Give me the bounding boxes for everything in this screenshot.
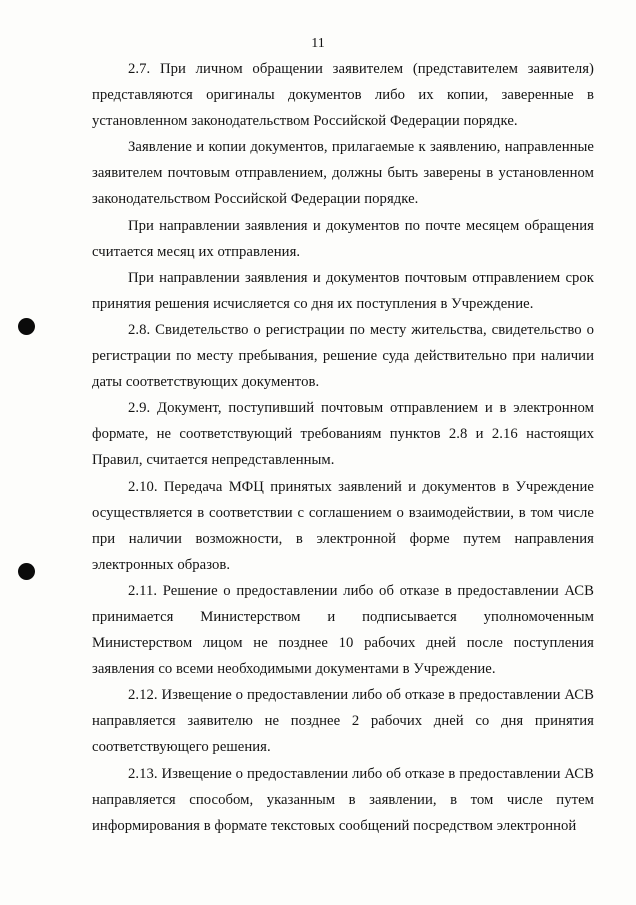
paragraph-2-7: 2.7. При личном обращении заявителем (представителем заявителя) представляются оригиналы документов либо их копии, заверенные в установленном законодательством Российской Федерации порядке. [92,61,594,130]
paragraph-2-11: 2.11. Решение о предоставлении либо об отказе в предоставлении АСВ принимается Министерством и подписывается уполномоченным Министерством лицом не позднее 10 рабочих дней после поступления заявления со всеми необходимыми документами в Учреждение. [92,582,594,678]
document-body [92,56,594,839]
paragraph-2-9: 2.9. Документ, поступивший почтовым отправлением и в электронном формате, не соответствующий требованиям пунктов 2.8 и 2.16 настоящих Правил, считается непредставленным. [92,400,594,469]
page-number: 11 [311,36,325,51]
paragraph-decision-term: При направлении заявления и документов почтовым отправлением срок принятия решения исчисляется со дня их поступления в Учреждение. [92,269,594,312]
paragraph-2-13: 2.13. Извещение о предоставлении либо об отказе в предоставлении АСВ направляется способом, указанным в заявлении, в том числе путем информирования в формате текстовых сообщений посредством электронной [92,765,594,834]
punch-hole-mark [18,563,35,580]
paragraph-2-10: 2.10. Передача МФЦ принятых заявлений и документов в Учреждение осуществляется в соответствии с соглашением о взаимодействии, в том числе при наличии возможности, в электронной форме путем направления электронных образов. [92,478,594,573]
paragraph-2-12: 2.12. Извещение о предоставлении либо об отказе в предоставлении АСВ направляется заявителю не позднее 2 рабочих дней со дня принятия соответствующего решения. [92,687,594,756]
paragraph-2-8: 2.8. Свидетельство о регистрации по месту жительства, свидетельство о регистрации по месту пребывания, решение суда действительно при наличии даты соответствующих документов. [92,321,594,391]
paragraph-month-of-application: При направлении заявления и документов по почте месяцем обращения считается месяц их отправления. [92,217,594,260]
paragraph-certification: Заявление и копии документов, прилагаемые к заявлению, направленные заявителем почтовым отправлением, должны быть заверены в установленном законодательством Российской Федерации порядке. [92,139,594,208]
punch-hole-mark [18,318,35,335]
